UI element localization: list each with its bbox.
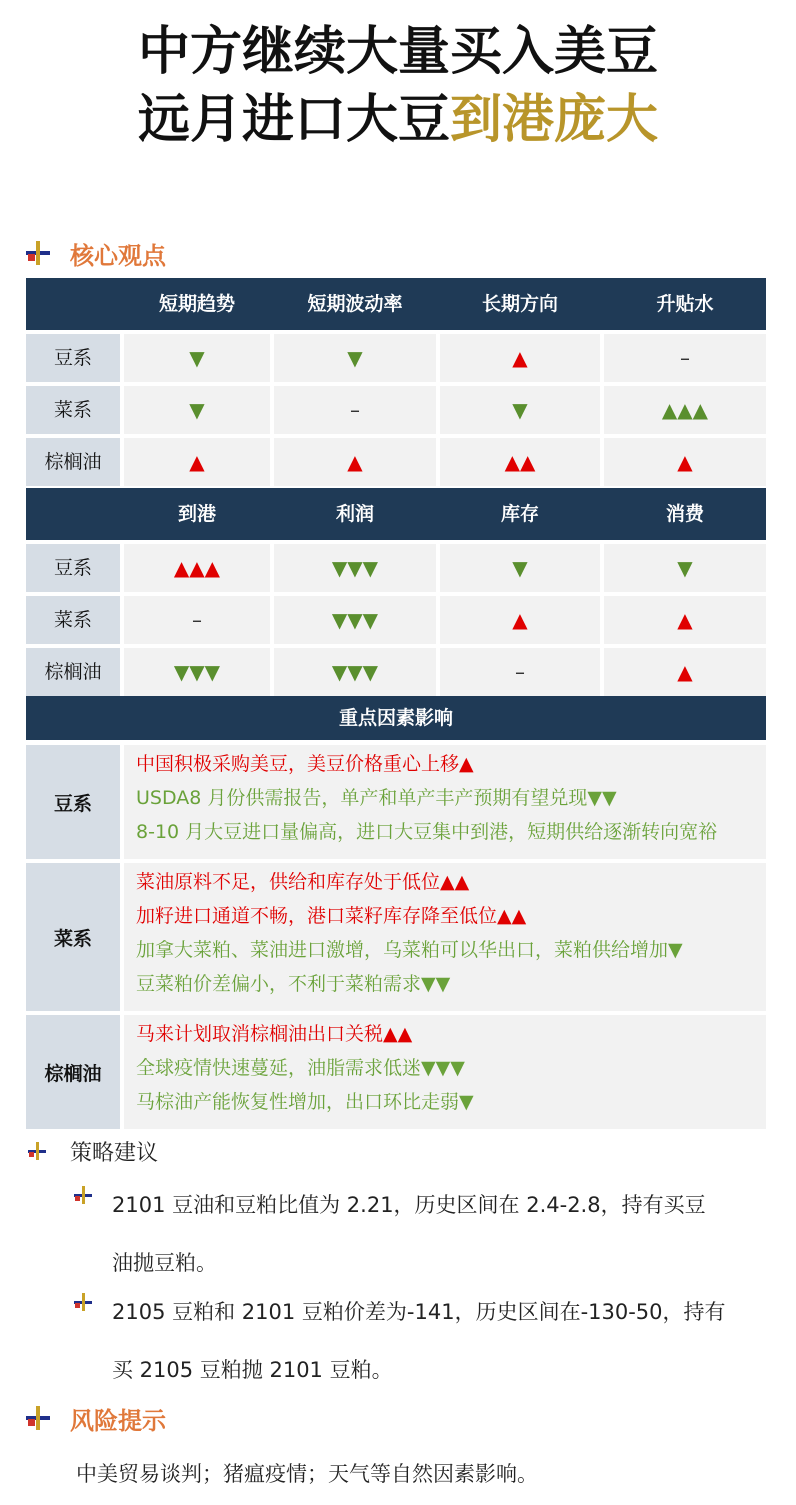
cross-bullet-icon <box>74 1293 92 1311</box>
cross-bullet-icon <box>74 1186 92 1204</box>
title-plain: 远月进口大豆 <box>137 90 450 150</box>
cross-bullet-icon <box>26 241 50 265</box>
factor-body <box>124 863 766 1011</box>
table-cell: ▼▼▼ <box>124 648 270 696</box>
table-cell: ▼ <box>440 544 600 592</box>
table-cell: ▼▼▼ <box>274 648 436 696</box>
column-header: 短期波动率 <box>307 293 403 315</box>
section-strategy-title: 策略建议 <box>70 1140 159 1166</box>
strategy-item <box>74 1283 774 1399</box>
factor-body <box>124 745 766 859</box>
strategy-line: 2105 豆粕和 2101 豆粕价差为-141，历史区间在-130-50，持有 <box>112 1300 726 1324</box>
factor-label: 菜系 <box>26 863 120 1011</box>
table-cell: ▼ <box>124 386 270 434</box>
factor-line: USDA8 月份供需报告，单产和单产丰产预期有望兑现▼▼ <box>136 787 617 809</box>
factor-line: 中国积极采购美豆，美豆价格重心上移▲ <box>136 753 474 775</box>
table-cell: ▲ <box>124 438 270 486</box>
table-cell: – <box>124 596 270 644</box>
section-core-title: 核心观点 <box>70 241 166 270</box>
factor-group <box>26 863 766 1011</box>
column-header: 消费 <box>665 503 704 525</box>
cross-bullet-icon <box>26 1406 50 1430</box>
factor-label: 豆系 <box>26 745 120 859</box>
strategy-item <box>74 1176 774 1292</box>
factor-line: 豆菜粕价差偏小，不利于菜粕需求▼▼ <box>136 973 451 995</box>
factor-body <box>124 1015 766 1129</box>
table-cell: ▼▼▼ <box>274 596 436 644</box>
column-header: 短期趋势 <box>158 293 235 315</box>
table-cell: ▲ <box>604 596 766 644</box>
table-cell: ▼ <box>440 386 600 434</box>
factor-line: 全球疫情快速蔓延，油脂需求低迷▼▼▼ <box>136 1057 465 1079</box>
section-core <box>26 233 166 273</box>
table-cell: – <box>604 334 766 382</box>
column-header: 长期方向 <box>481 293 558 315</box>
table-row <box>26 334 766 382</box>
risk-text: 中美贸易谈判；猪瘟疫情；天气等自然因素影响。 <box>76 1462 538 1486</box>
table-cell: ▼ <box>604 544 766 592</box>
factor-group <box>26 1015 766 1129</box>
page-title-line1: 中方继续大量买入美豆 <box>137 22 658 82</box>
strategy-line: 买 2105 豆粕抛 2101 豆粕。 <box>112 1358 393 1382</box>
section-strategy <box>26 1131 158 1171</box>
table-row <box>26 544 766 592</box>
table-row <box>26 438 766 486</box>
factor-group <box>26 745 766 859</box>
column-header: 升贴水 <box>656 293 714 315</box>
table-row <box>26 648 766 696</box>
table-cell: ▲ <box>604 438 766 486</box>
table-header <box>26 278 766 330</box>
column-header: 到港 <box>177 503 216 525</box>
table-cell: – <box>440 648 600 696</box>
factor-line: 加籽进口通道不畅，港口菜籽库存降至低位▲▲ <box>136 905 527 927</box>
table-cell: ▲ <box>440 596 600 644</box>
strategy-line: 2101 豆油和豆粕比值为 2.21，历史区间在 2.4-2.8，持有买豆 <box>112 1193 706 1217</box>
table-cell: ▲ <box>440 334 600 382</box>
table-cell: ▼ <box>124 334 270 382</box>
factor-label: 棕榈油 <box>26 1015 120 1129</box>
table-cell: ▲▲▲ <box>124 544 270 592</box>
cross-bullet-icon <box>28 1142 46 1160</box>
table-cell: ▼ <box>274 334 436 382</box>
table-header <box>26 488 766 540</box>
factor-line: 菜油原料不足，供给和库存处于低位▲▲ <box>136 871 470 893</box>
core-table <box>26 278 766 1123</box>
factor-line: 8-10 月大豆进口量偏高，进口大豆集中到港，短期供给逐渐转向宽裕 <box>136 821 718 843</box>
factor-line: 加拿大菜粕、菜油进口激增，乌菜粕可以华出口，菜粕供给增加▼ <box>136 939 683 961</box>
table-cell: ▼▼▼ <box>274 544 436 592</box>
row-label: 豆系 <box>26 544 120 592</box>
table-cell: – <box>274 386 436 434</box>
column-header: 利润 <box>335 503 374 525</box>
row-label: 豆系 <box>26 334 120 382</box>
table-cell: ▲ <box>274 438 436 486</box>
title-highlight: 到港庞大 <box>450 90 659 150</box>
table-cell: ▲▲▲ <box>604 386 766 434</box>
row-label: 棕榈油 <box>26 648 120 696</box>
table-row <box>26 596 766 644</box>
factors-header: 重点因素影响 <box>26 696 766 740</box>
table-row <box>26 386 766 434</box>
page-title-line2 <box>0 88 796 152</box>
column-header: 库存 <box>500 503 539 525</box>
factor-line: 马棕油产能恢复性增加，出口环比走弱▼ <box>136 1091 474 1113</box>
table-cell: ▲▲ <box>440 438 600 486</box>
row-label: 菜系 <box>26 386 120 434</box>
factor-line: 马来计划取消棕榈油出口关税▲▲ <box>136 1023 413 1045</box>
section-risk-title: 风险提示 <box>70 1406 166 1435</box>
row-label: 菜系 <box>26 596 120 644</box>
section-risk <box>26 1398 166 1438</box>
table-cell: ▲ <box>604 648 766 696</box>
row-label: 棕榈油 <box>26 438 120 486</box>
strategy-line: 油抛豆粕。 <box>112 1251 217 1275</box>
